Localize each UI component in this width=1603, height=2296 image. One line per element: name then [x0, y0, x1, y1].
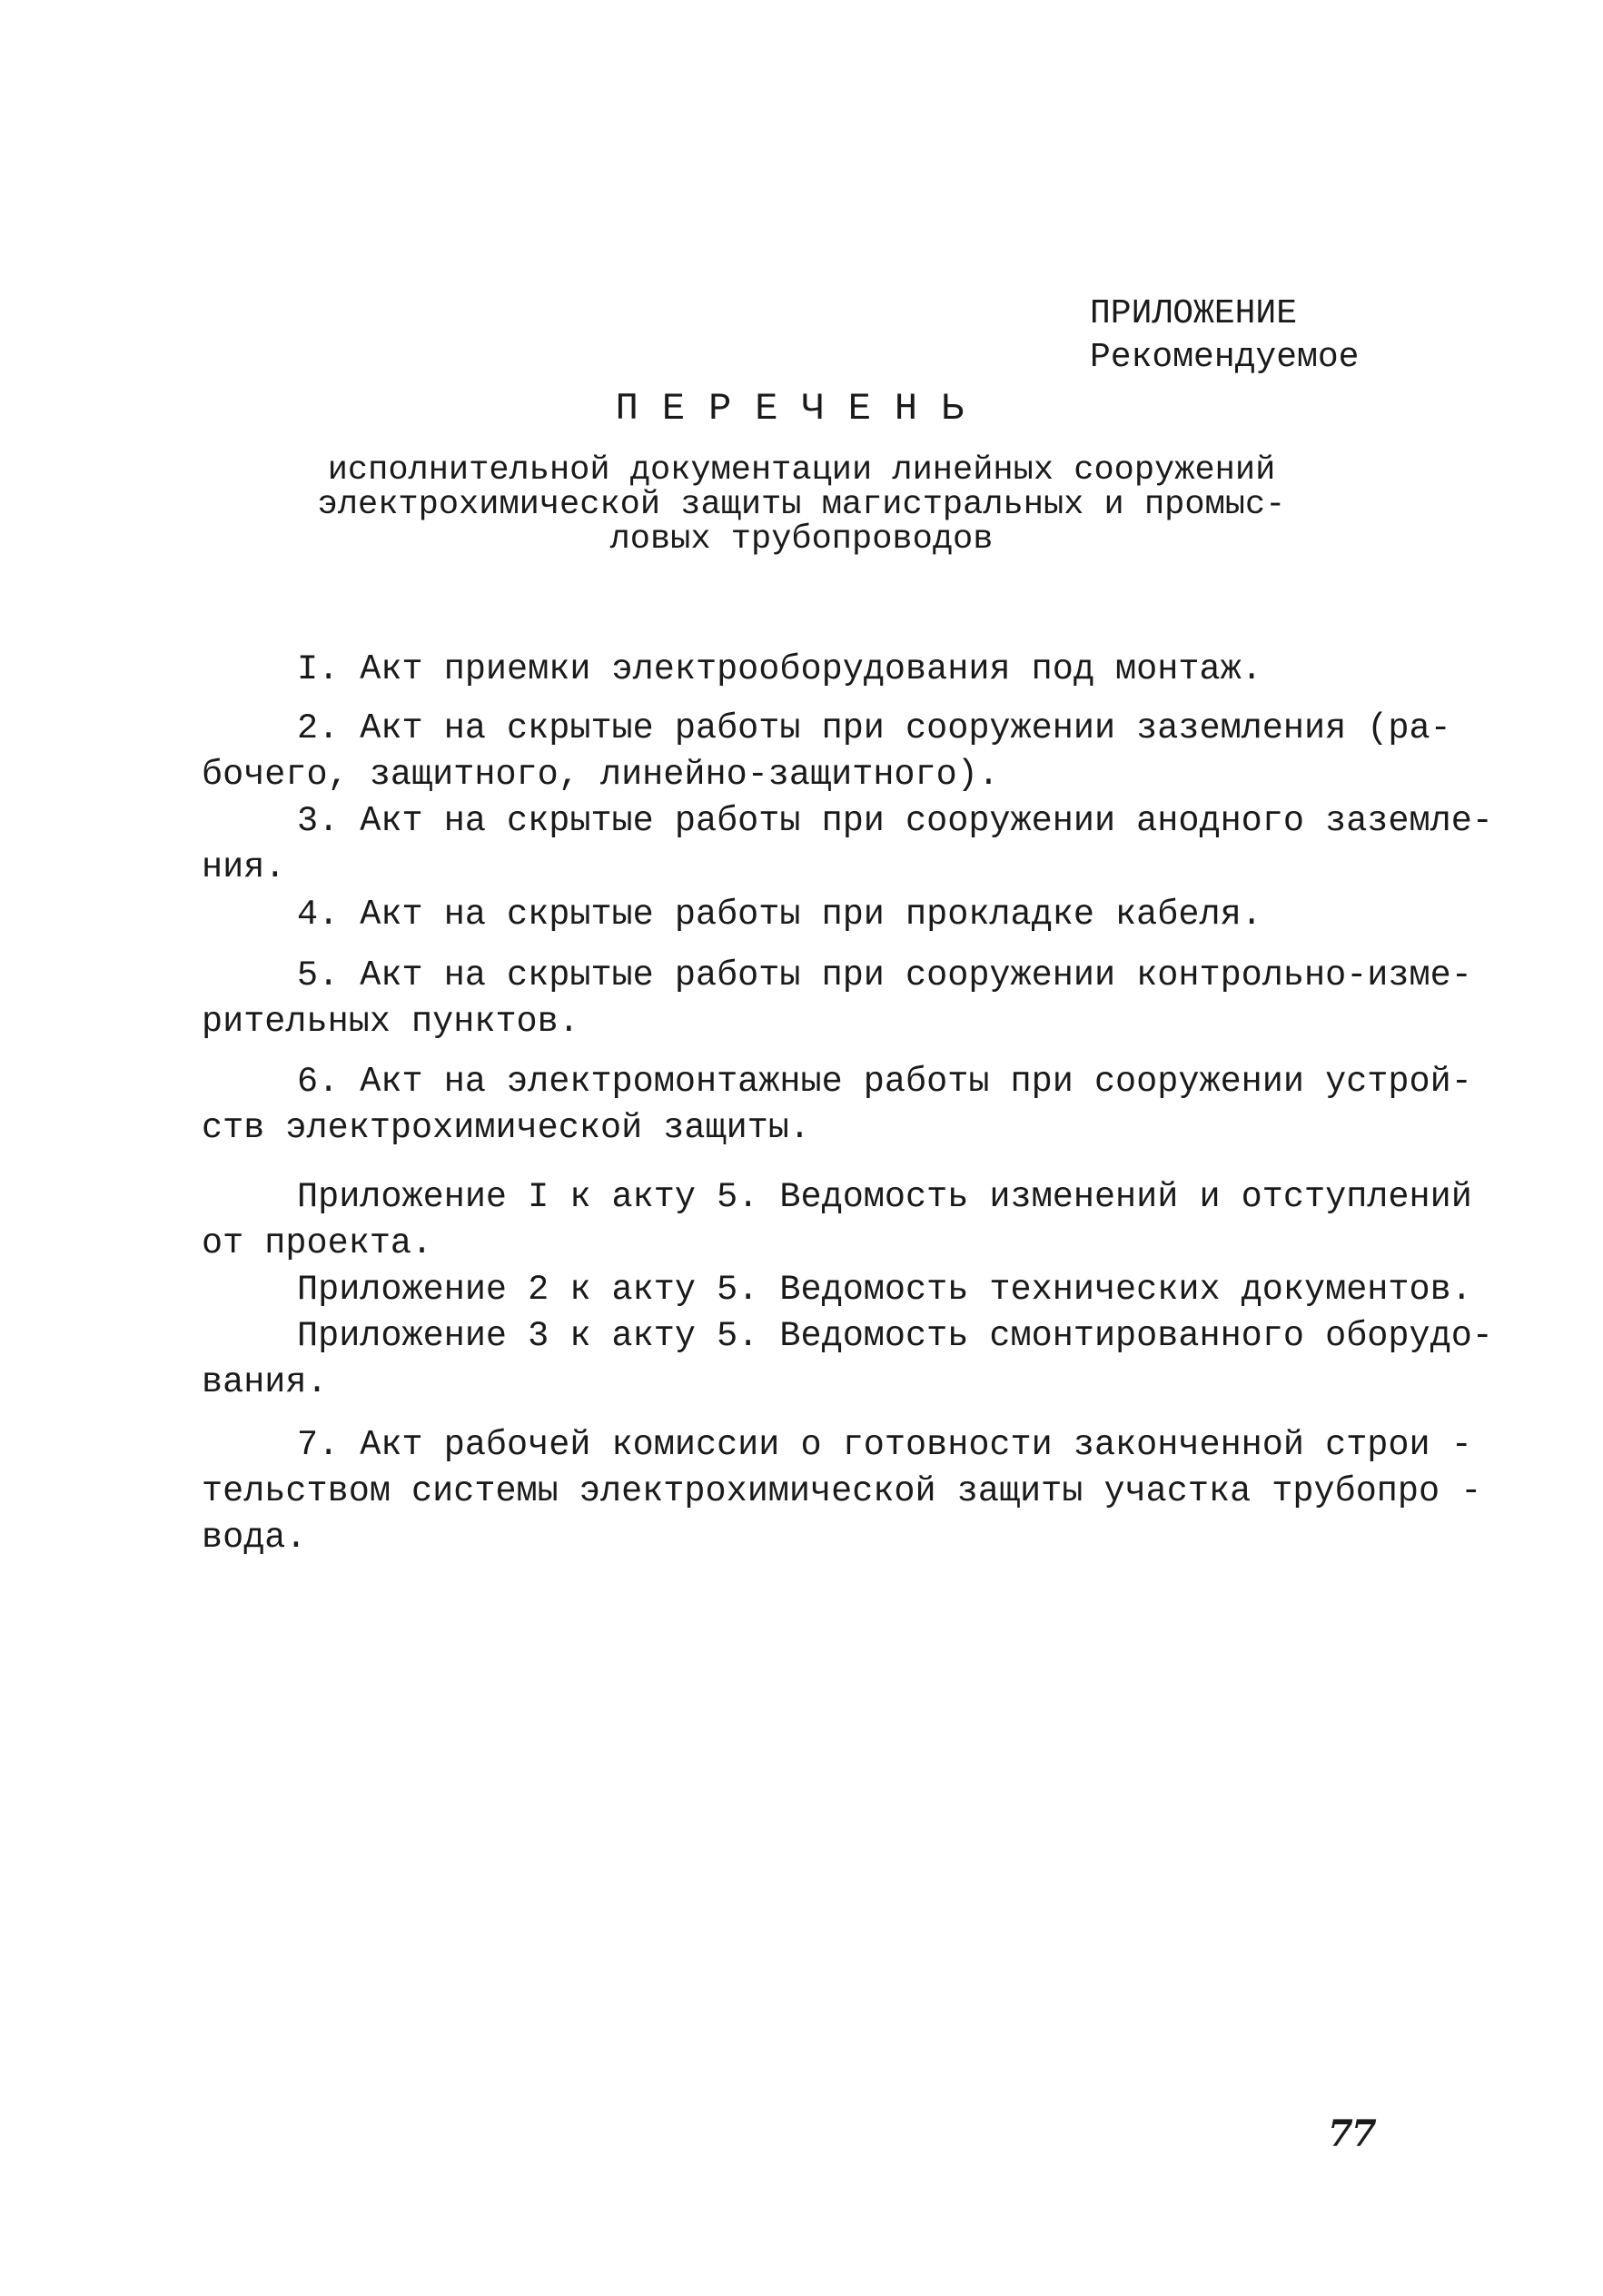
list-item-2: 2. Акт на скрытые работы при сооружении заземления (ра-: [297, 708, 1451, 748]
list-item-1: I. Акт приемки электрооборудования под монтаж.: [297, 649, 1262, 689]
annex-3-item-cont: вания.: [202, 1362, 328, 1402]
page-number: 77: [1328, 2113, 1375, 2155]
list-item-3: 3. Акт на скрытые работы при сооружении анодного заземле-: [297, 801, 1493, 841]
document-title: ПЕРЕЧЕНЬ: [615, 387, 988, 430]
annex-label: ПРИЛОЖЕНИЕ: [1090, 294, 1298, 333]
annex-3-item: Приложение 3 к акту 5. Ведомость смонтированного оборудо-: [297, 1316, 1493, 1356]
list-item-4: 4. Акт на скрытые работы при прокладке кабеля.: [297, 895, 1262, 935]
annex-1-item-cont: от проекта.: [202, 1223, 433, 1263]
list-item-5: 5. Акт на скрытые работы при сооружении контрольно-изме-: [297, 955, 1472, 995]
list-item-6: 6. Акт на электромонтажные работы при сооружении устрой-: [297, 1062, 1472, 1102]
list-item-5-cont: рительных пунктов.: [202, 1002, 579, 1042]
list-item-6-cont: ств электрохимической защиты.: [202, 1108, 811, 1148]
annex-1-item: Приложение I к акту 5. Ведомость изменений и отступлений: [297, 1177, 1472, 1217]
list-item-7-cont-2: вода.: [202, 1518, 307, 1558]
list-item-7-cont-1: тельством системы электрохимической защиты участка трубопро -: [202, 1471, 1482, 1511]
subtitle-line-3: ловых трубопроводов: [609, 520, 994, 559]
list-item-7: 7. Акт рабочей комиссии о готовности законченной строи -: [297, 1425, 1472, 1465]
recommendation-label: Рекомендуемое: [1090, 338, 1360, 377]
list-item-2-cont: бочего, защитного, линейно-защитного).: [202, 755, 999, 795]
subtitle-line-2: электрохимической защиты магистральных и промыс-: [317, 486, 1286, 524]
subtitle-line-1: исполнительной документации линейных сооружений: [327, 451, 1276, 490]
annex-2-item: Приложение 2 к акту 5. Ведомость технических документов.: [297, 1270, 1472, 1310]
list-item-3-cont: ния.: [202, 847, 286, 887]
